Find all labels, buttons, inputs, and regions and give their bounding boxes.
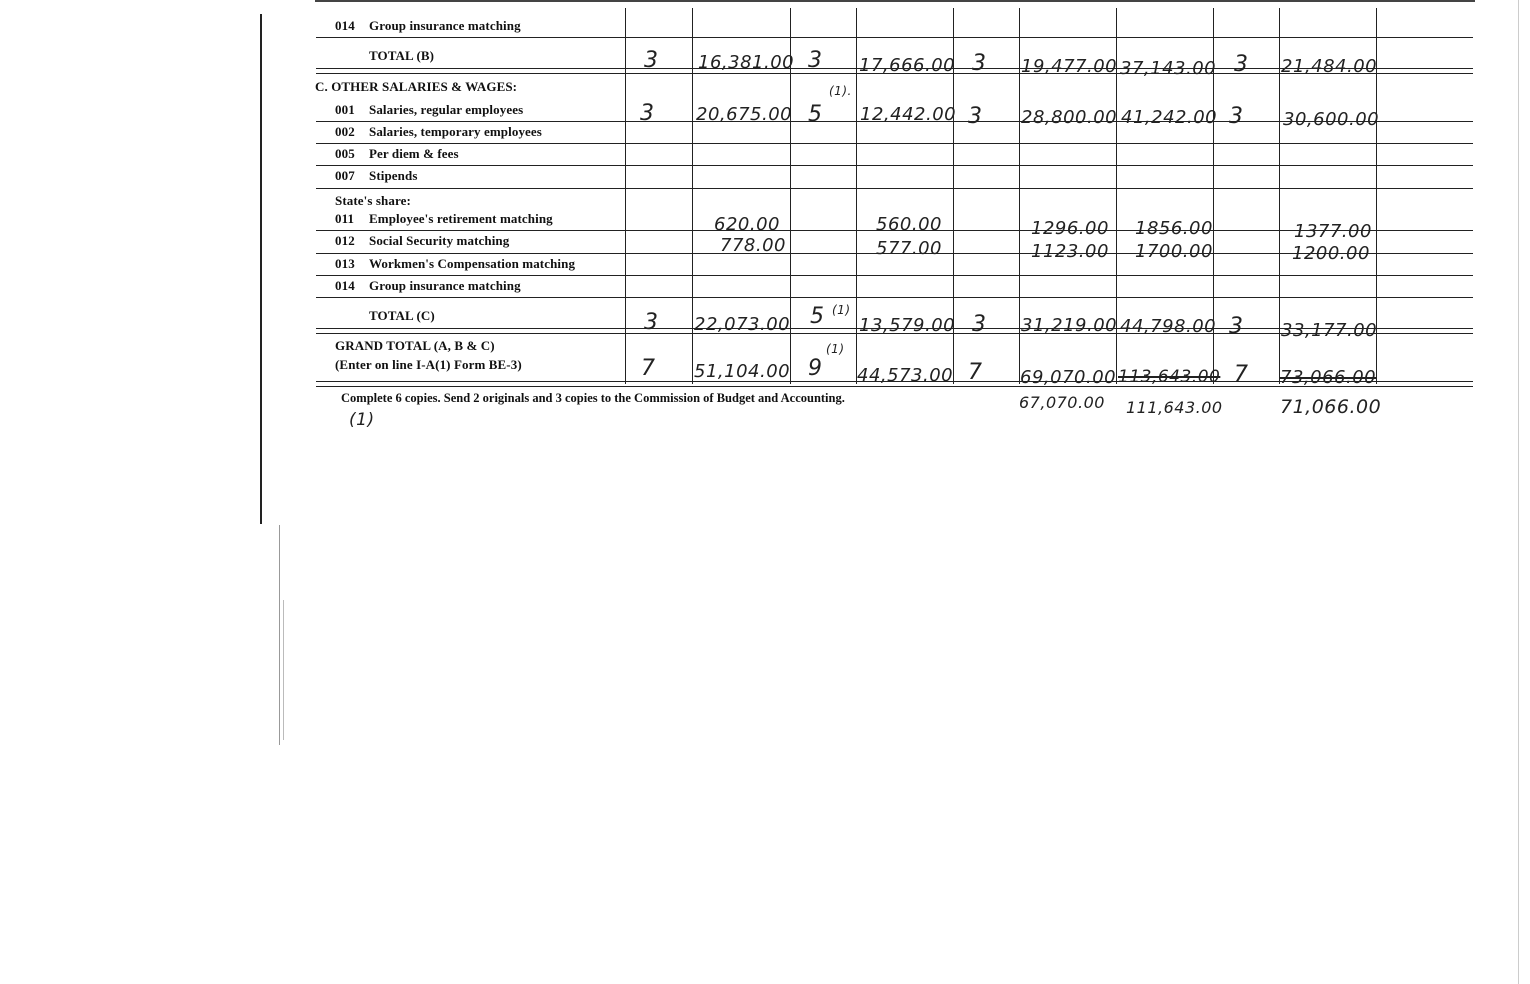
row-label: Employee's retirement matching [369, 211, 553, 226]
c-001-count-5: 3 [1229, 104, 1244, 129]
total-c-count-5: 3 [1229, 314, 1244, 339]
total-b-amount-2: 17,666.00 [859, 55, 956, 76]
row-code: 001 [335, 102, 355, 117]
c-011-amount-2: 560.00 [876, 214, 942, 235]
row-rule [316, 297, 1473, 298]
total-c-footnote-mark: (1) [832, 303, 851, 317]
total-c-label: TOTAL (C) [369, 308, 435, 323]
row-label: Social Security matching [369, 233, 510, 248]
c-001-amount-3: 28,800.00 [1021, 107, 1118, 128]
c-012-amount-5: 1200.00 [1292, 243, 1370, 264]
grand-total-amount-5: 73,066.00 [1280, 367, 1377, 388]
grand-total-count-2: 9 [808, 356, 823, 381]
total-b-amount-3: 19,477.00 [1021, 56, 1118, 77]
c-011-amount-3: 1296.00 [1031, 218, 1109, 239]
row-code: 014 [335, 278, 355, 293]
row-c-013 [335, 256, 575, 272]
correction-amount-3: 67,070.00 [1019, 393, 1105, 412]
row-c-001 [335, 102, 523, 118]
margin-mark [279, 525, 280, 745]
total-b-count-3: 3 [972, 51, 987, 76]
right-edge-mark [1518, 0, 1519, 984]
row-rule [316, 188, 1473, 189]
row-label: Group insurance matching [369, 18, 521, 33]
row-rule [316, 143, 1473, 144]
row-rule [316, 275, 1473, 276]
c-001-amount-4: 41,242.00 [1121, 107, 1218, 128]
row-c-014 [335, 278, 521, 294]
c-012-amount-2: 577.00 [876, 238, 942, 259]
total-b-count-5: 3 [1234, 52, 1249, 77]
grand-total-count-1: 7 [641, 356, 656, 381]
row-c-012 [335, 233, 509, 249]
c-011-amount-4: 1856.00 [1135, 218, 1213, 239]
total-c-amount-2: 13,579.00 [859, 315, 956, 336]
grand-total-count-5: 7 [1234, 362, 1249, 387]
total-c-count-2: 5 [810, 304, 825, 329]
footnote-mark: (1) [349, 410, 375, 430]
row-rule [316, 165, 1473, 166]
row-label: Group insurance matching [369, 278, 521, 293]
c-001-footnote-mark: (1). [829, 84, 852, 98]
c-012-amount-1: 778.00 [720, 235, 786, 256]
c-011-amount-1: 620.00 [714, 214, 780, 235]
correction-amount-4: 111,643.00 [1126, 398, 1223, 417]
row-code: 012 [335, 233, 355, 248]
row-label: Per diem & fees [369, 146, 459, 161]
total-b-amount-5: 21,484.00 [1281, 56, 1378, 77]
c-001-count-2: 5 [808, 102, 823, 127]
states-share-heading: State's share: [335, 193, 411, 208]
c-001-count-3: 3 [968, 104, 983, 129]
total-c-count-3: 3 [972, 312, 987, 337]
row-rule [316, 37, 1473, 38]
top-edge-mark [315, 0, 1475, 2]
correction-amount-5: 71,066.00 [1280, 396, 1382, 418]
c-001-amount-2: 12,442.00 [860, 104, 957, 125]
c-012-amount-3: 1123.00 [1031, 241, 1109, 262]
row-c-002 [335, 124, 542, 140]
row-code: 011 [335, 211, 355, 226]
row-label: Salaries, temporary employees [369, 124, 542, 139]
total-c-amount-5: 33,177.00 [1281, 320, 1378, 341]
grand-total-count-3: 7 [968, 360, 983, 385]
total-c-count-1: 3 [644, 310, 659, 335]
margin-mark [260, 14, 262, 524]
footer-instructions: Complete 6 copies. Send 2 originals and 3 copies to the Commission of Budget and Accounting. [341, 391, 845, 405]
row-label: Stipends [369, 168, 418, 183]
grand-total-footnote-mark: (1) [826, 342, 845, 356]
row-c-011 [335, 211, 553, 227]
grand-total-amount-2: 44,573.00 [857, 365, 954, 386]
row-code: 014 [335, 18, 355, 33]
row-c-007 [335, 168, 418, 184]
total-b-label: TOTAL (B) [369, 48, 435, 63]
total-b-count-1: 3 [644, 48, 659, 73]
grand-total-amount-1: 51,104.00 [694, 361, 791, 382]
total-b-amount-1: 16,381.00 [698, 52, 795, 73]
margin-mark [283, 600, 284, 740]
row-code: 007 [335, 168, 355, 183]
c-011-amount-5: 1377.00 [1294, 221, 1372, 242]
grand-total-label: GRAND TOTAL (A, B & C) [335, 338, 495, 353]
c-012-amount-4: 1700.00 [1135, 241, 1213, 262]
total-b-count-2: 3 [808, 48, 823, 73]
section-c-heading: C. OTHER SALARIES & WAGES: [315, 79, 518, 94]
total-b-amount-4: 37,143.00 [1120, 58, 1217, 79]
c-001-amount-1: 20,675.00 [696, 104, 793, 125]
total-c-amount-1: 22,073.00 [694, 314, 791, 335]
grand-total-sublabel: (Enter on line I-A(1) Form BE-3) [335, 357, 522, 372]
row-code: 013 [335, 256, 355, 271]
row-b-014 [335, 18, 521, 34]
row-code: 002 [335, 124, 355, 139]
row-label: Workmen's Compensation matching [369, 256, 576, 271]
c-001-amount-5: 30,600.00 [1283, 109, 1380, 130]
row-c-005 [335, 146, 459, 162]
total-c-amount-4: 44,798.00 [1120, 316, 1217, 337]
c-001-count-1: 3 [640, 101, 655, 126]
row-label: Salaries, regular employees [369, 102, 524, 117]
grand-total-amount-3: 69,070.00 [1020, 367, 1117, 388]
grand-total-amount-4: 113,643.00 [1118, 367, 1221, 387]
row-code: 005 [335, 146, 355, 161]
total-c-amount-3: 31,219.00 [1021, 315, 1118, 336]
